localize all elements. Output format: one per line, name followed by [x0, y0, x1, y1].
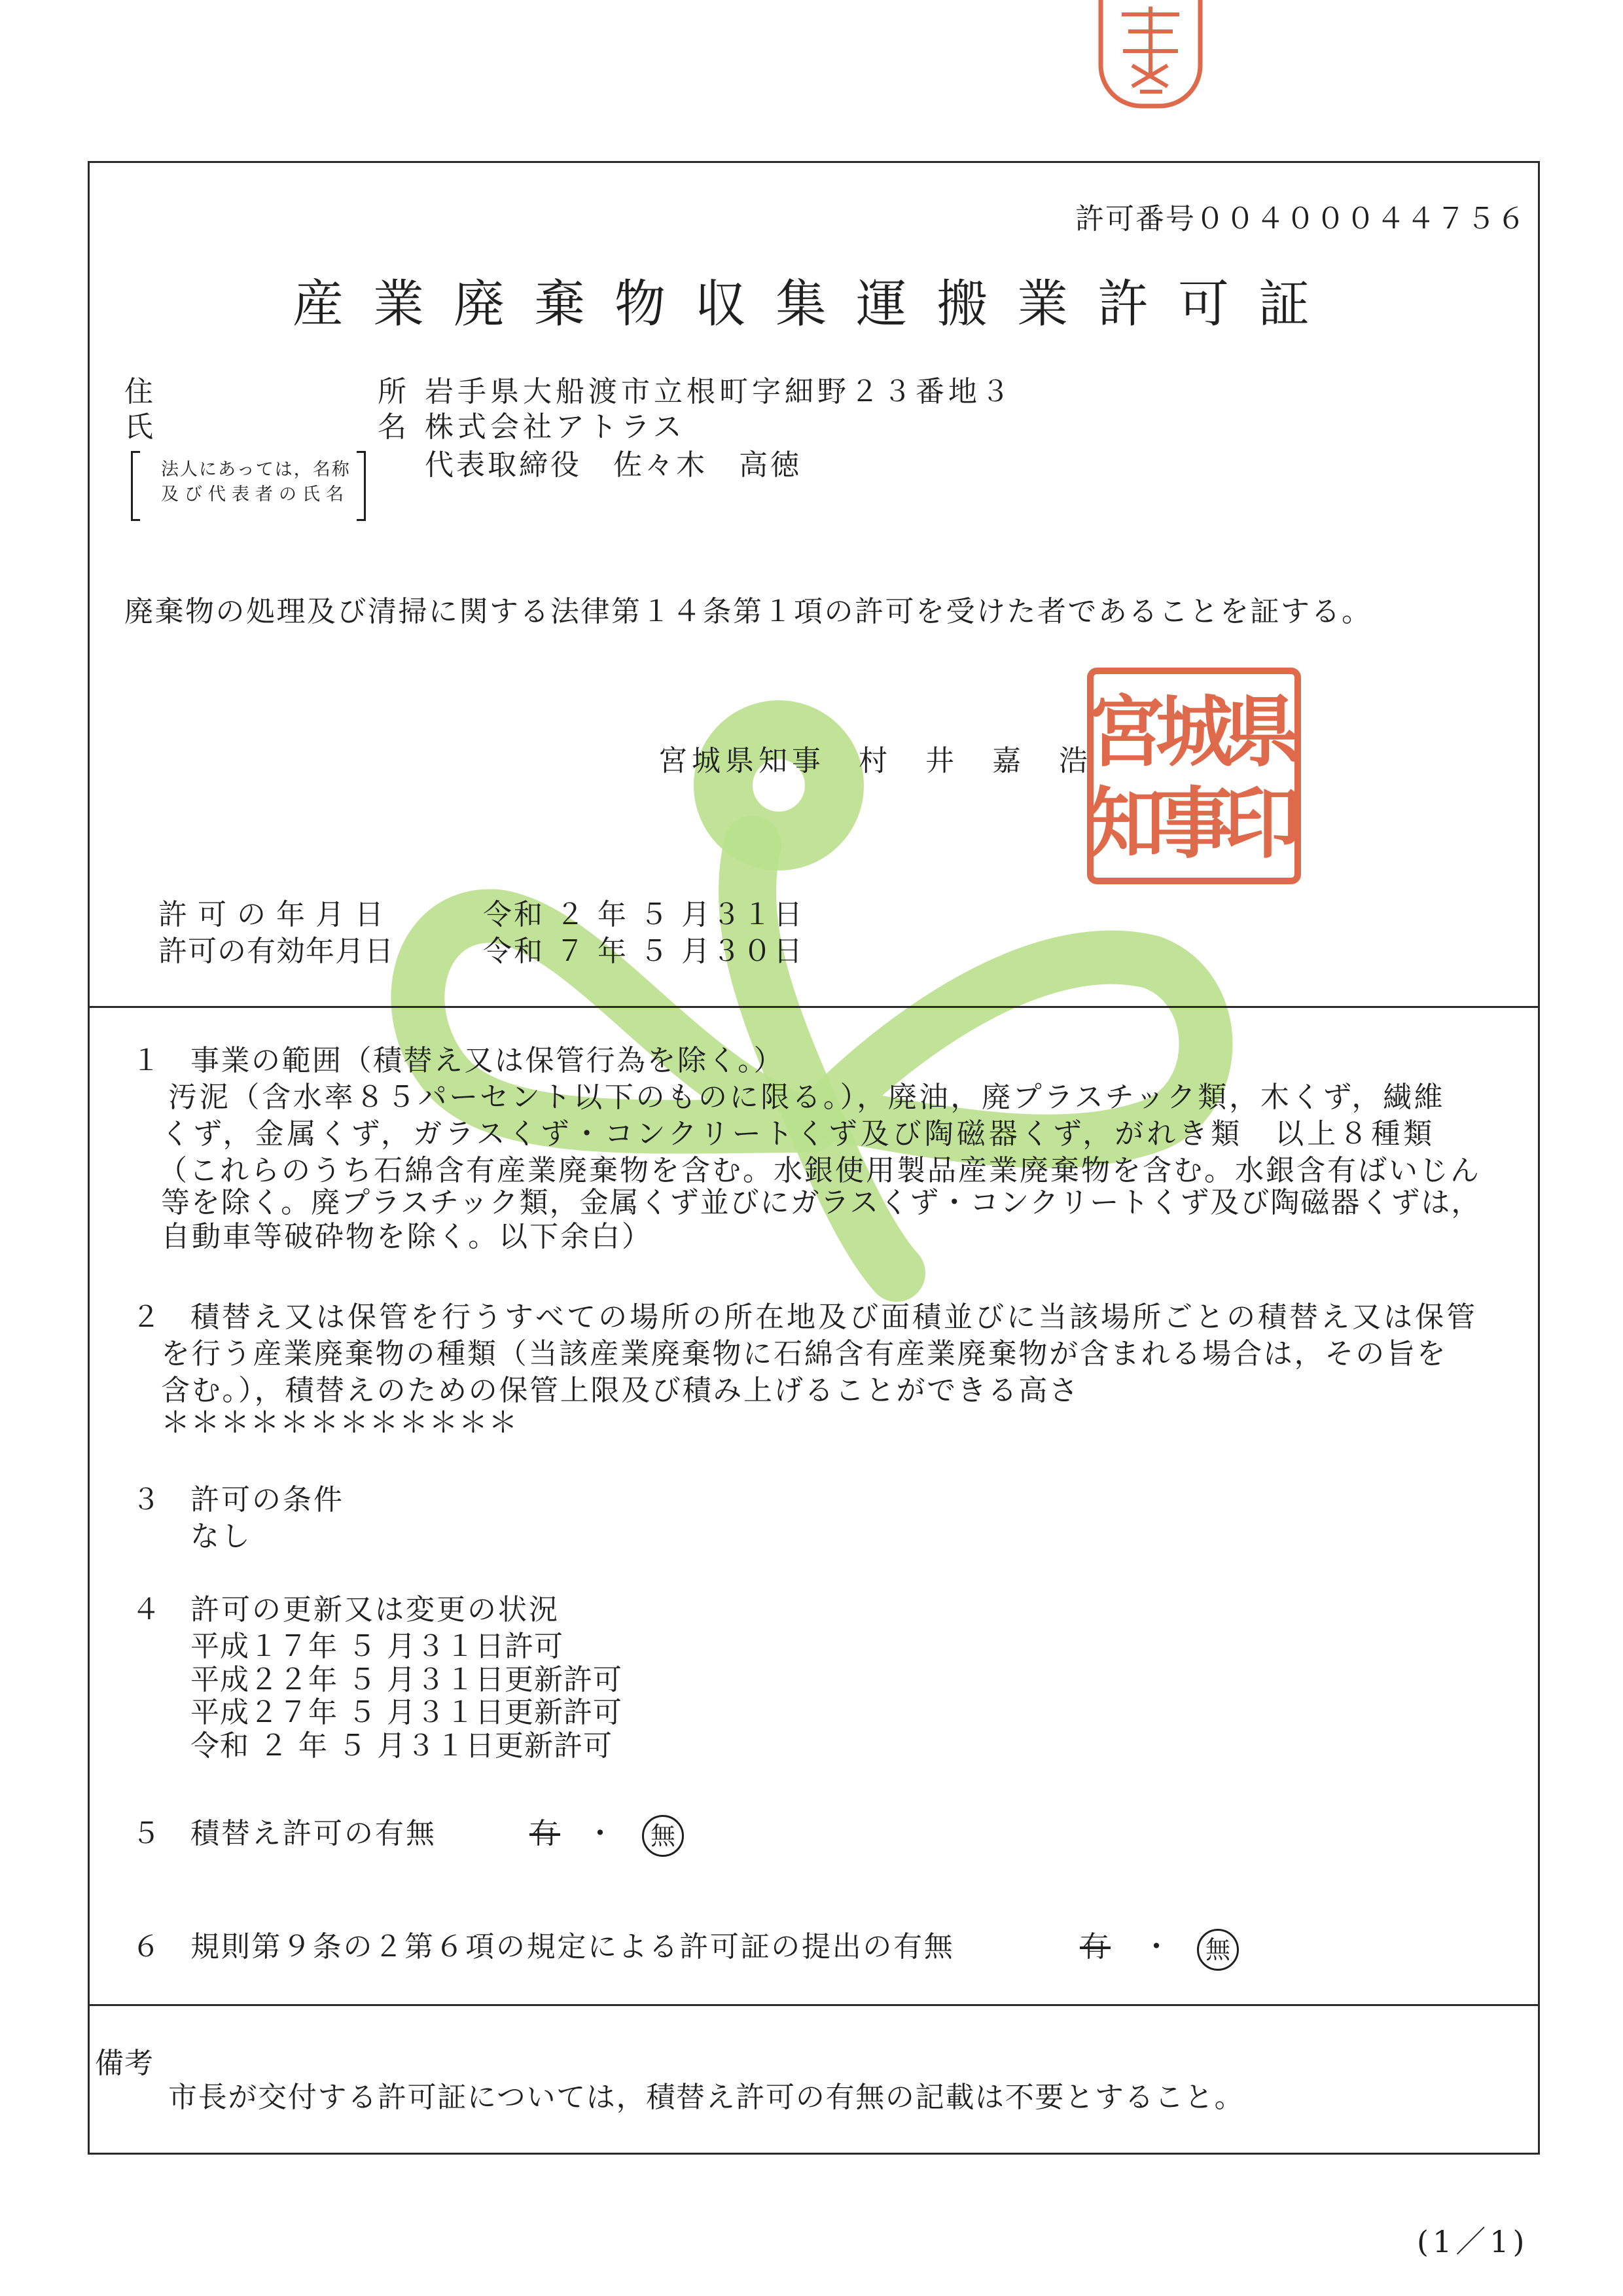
expiry-date-label: 許可の有効年月日 — [158, 935, 394, 968]
item-number: ２ — [132, 1300, 162, 1334]
address-label-second: 所 — [378, 375, 408, 408]
seal-char: 知 — [1087, 778, 1166, 869]
item-number: ４ — [132, 1593, 162, 1626]
remarks-text: 市長が交付する許可証については，積替え許可の有無の記載は不要とすること。 — [168, 2081, 1245, 2114]
item-heading-storage-locations: 積替え又は保管を行うすべての場所の所在地及び面積並びに当該場所ごとの積替え又は保管 — [190, 1300, 1478, 1334]
certification-statement: 廃棄物の処理及び清掃に関する法律第１４条第１項の許可を受けた者であることを証する。 — [124, 595, 1372, 628]
renewal-history-entry: 令和 ２ 年 ５ 月３１日更新許可 — [190, 1729, 613, 1763]
option-separator: ・ — [1142, 1930, 1173, 1964]
issuer-name: 宮城県知事 村 井 嘉 浩 — [658, 744, 1092, 778]
item-heading-transshipment-permit: 積替え許可の有無 — [190, 1817, 437, 1850]
option-no-circled: 無 — [642, 1815, 684, 1857]
permit-number: 許可番号００４０００４４７５６ — [1075, 202, 1527, 236]
seal-char: 印 — [1223, 778, 1302, 869]
seal-char: 事 — [1155, 778, 1234, 869]
seal-char: 城 — [1155, 686, 1234, 778]
item-body-line: 含む。），積替えのための保管上限及び積み上げることができる高さ — [161, 1374, 1080, 1407]
corporate-note-line-1: 法人にあっては，名称 — [161, 459, 351, 480]
section-divider-upper — [88, 1006, 1540, 1008]
item-body-line: を行う産業廃棄物の種類（当該産業廃棄物に石綿含有産業廃棄物が含まれる場合は，その旨を — [161, 1337, 1448, 1371]
item-body-line: 自動車等破砕物を除く。以下余白） — [161, 1220, 653, 1253]
permit-date-label: 許可の年月日 — [158, 898, 394, 931]
holder-name: 株式会社アトラス — [425, 410, 686, 444]
holder-representative: 代表取締役 佐々木 高徳 — [425, 448, 802, 482]
item-number: ５ — [132, 1817, 162, 1850]
item-heading-business-scope: 事業の範囲（積替え又は保管行為を除く。） — [190, 1044, 785, 1077]
governor-seal — [1086, 666, 1302, 886]
item-body-asterisks: ＊＊＊＊＊＊＊＊＊＊＊＊ — [161, 1406, 518, 1439]
item-number: ６ — [132, 1930, 162, 1964]
corporate-note-bracket-left — [131, 451, 140, 521]
option-yes-struck: 有 — [1080, 1930, 1111, 1964]
item-heading-renewal-history: 許可の更新又は変更の状況 — [190, 1593, 560, 1626]
option-no-circled: 無 — [1197, 1929, 1239, 1971]
stamp-glyph-strokes — [1122, 7, 1179, 92]
renewal-history-entry: 平成２２年 ５ 月３１日更新許可 — [190, 1663, 622, 1696]
name-label-second: 名 — [378, 410, 408, 444]
item-body-line: 等を除く。廃プラスチック類，金属くず並びにガラスくず・コンクリートくず及び陶磁器くずは， — [161, 1186, 1482, 1219]
item-number: ３ — [132, 1483, 162, 1516]
expiry-date-value: 令和 ７ 年 ５ 月３０日 — [483, 935, 804, 968]
address-label-first: 住 — [124, 375, 155, 408]
permit-date-value: 令和 ２ 年 ５ 月３１日 — [483, 898, 804, 931]
corporate-note-bracket-right — [357, 451, 366, 521]
renewal-history-entry: 平成１７年 ５ 月３１日許可 — [190, 1630, 563, 1663]
item-body-line: 汚泥（含水率８５パーセント以下のものに限る。），廃油，廃プラスチック類，木くず，繊維 — [168, 1081, 1446, 1114]
renewal-history-entry: 平成２７年 ５ 月３１日更新許可 — [190, 1696, 622, 1729]
remarks-label: 備考 — [95, 2047, 154, 2080]
page-number: (1／1) — [1417, 2224, 1529, 2259]
document-title: 産業廃棄物収集運搬業許可証 — [293, 275, 1340, 334]
holder-address: 岩手県大船渡市立根町字細野２３番地３ — [425, 375, 1014, 408]
item-heading-permit-submission: 規則第９条の２第６項の規定による許可証の提出の有無 — [190, 1930, 955, 1964]
item-heading-permit-conditions: 許可の条件 — [190, 1483, 344, 1516]
seal-char: 宮 — [1087, 686, 1166, 778]
name-label-first: 氏 — [124, 410, 155, 444]
item-body-line: なし — [190, 1520, 252, 1553]
option-separator: ・ — [586, 1817, 616, 1850]
corporate-note-line-2: 及び代表者の氏名 — [161, 484, 349, 505]
section-divider-lower — [88, 2004, 1540, 2006]
item-number: １ — [132, 1044, 162, 1077]
item-body-line: くず，金属くず，ガラスくず・コンクリートくず及び陶磁器くず，がれき類 以上８種類 — [161, 1117, 1436, 1151]
item-body-line: （これらのうち石綿含有産業廃棄物を含む。水銀使用製品産業廃棄物を含む。水銀含有ばいじん — [158, 1154, 1481, 1187]
seal-char: 県 — [1223, 686, 1302, 778]
option-yes-struck: 有 — [529, 1817, 560, 1850]
certified-copy-stamp — [1094, 0, 1207, 113]
